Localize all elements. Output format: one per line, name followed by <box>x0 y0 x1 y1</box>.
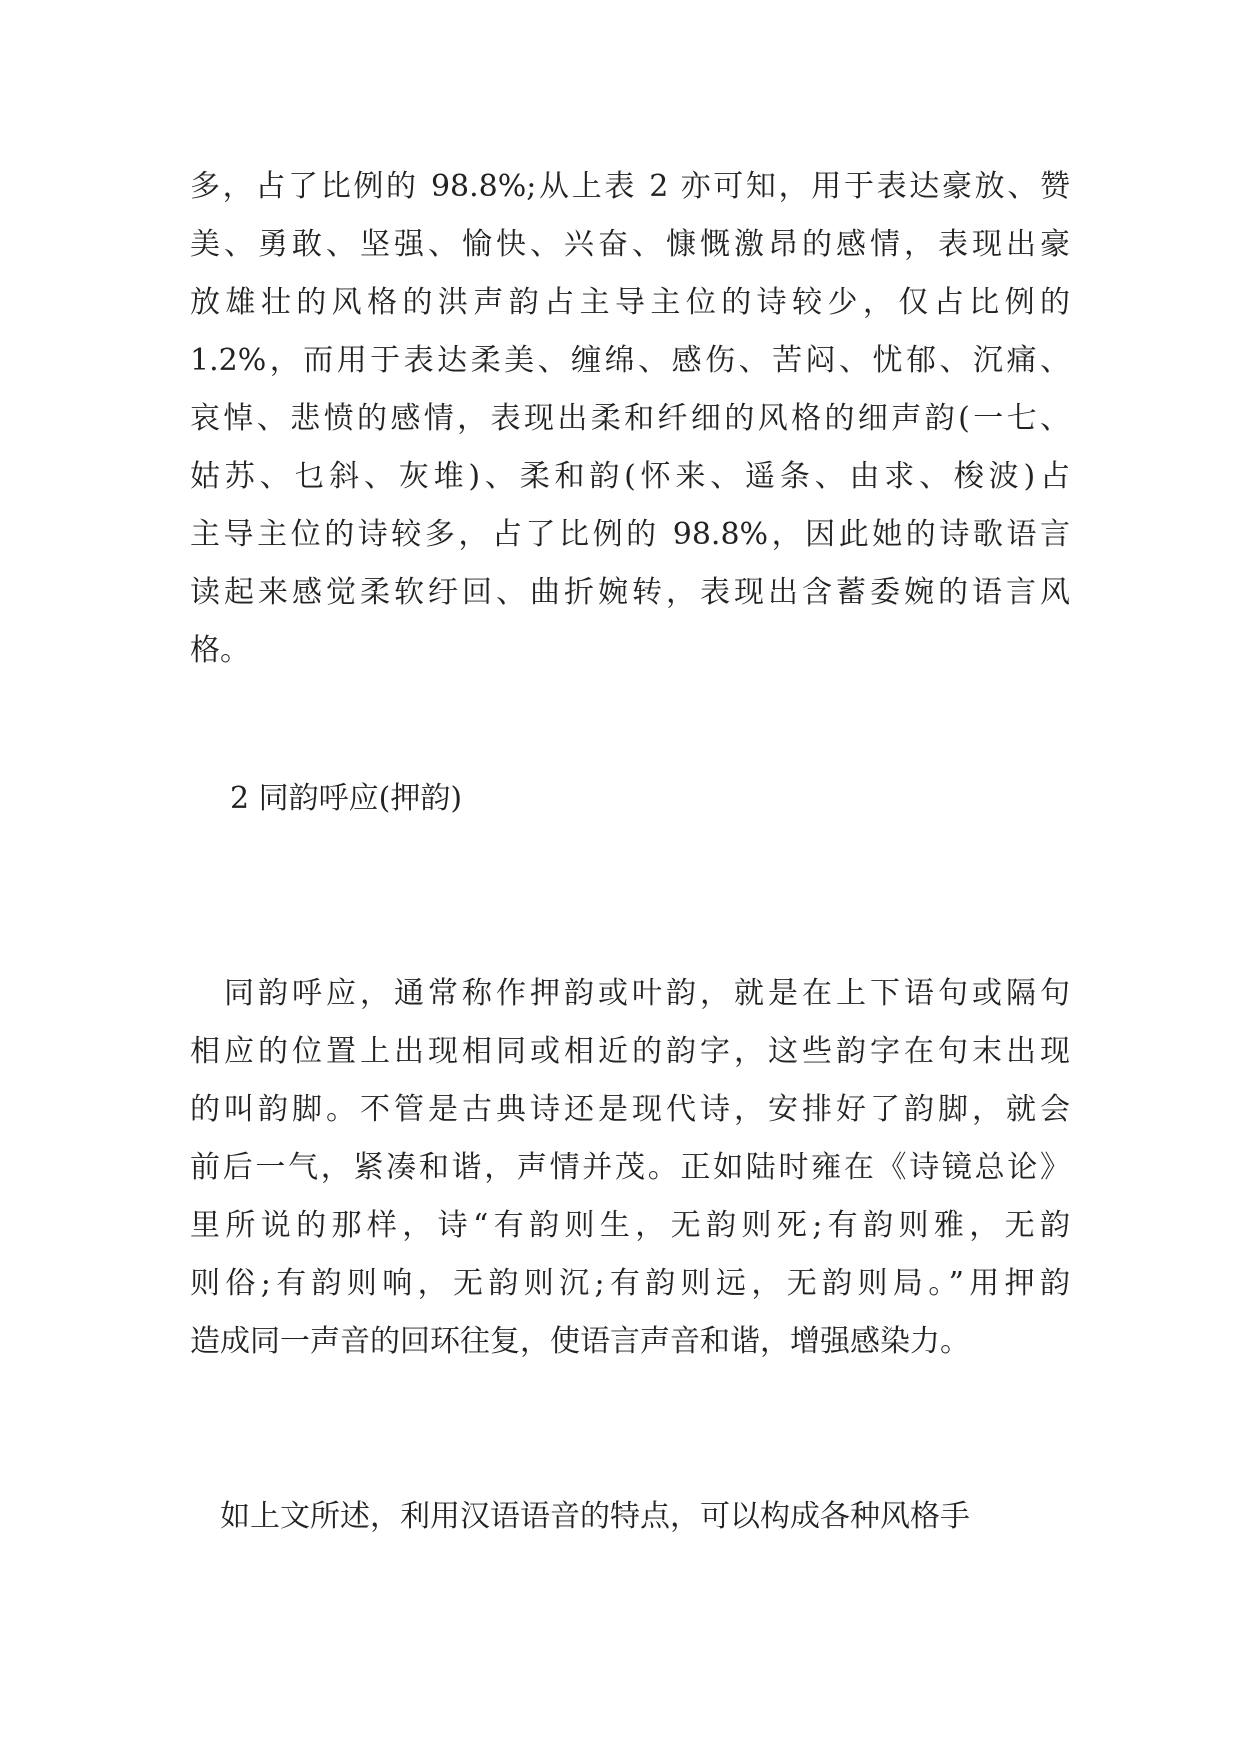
paragraph-rhyme-definition <box>190 965 1070 1371</box>
text-line: 主导主位的诗较多，占了比例的 98.8%，因此她的诗歌语言 <box>190 517 1070 552</box>
text-line: 同韵呼应，通常称作押韵或叶韵，就是在上下语句或隔句 <box>190 976 1070 1011</box>
text-line: 造成同一声音的回环往复，使语言声音和谐，增强感染力。 <box>190 1324 970 1359</box>
section-heading-text: 2 同韵呼应(押韵) <box>230 781 463 816</box>
text-line: 前后一气，紧凑和谐，声情并茂。正如陆时雍在《诗镜总论》 <box>190 1150 1070 1185</box>
text-line: 美、勇敢、坚强、愉快、兴奋、慷慨激昂的感情，表现出豪 <box>190 227 1070 262</box>
text-line: 格。 <box>190 633 250 668</box>
paragraph-summary <box>190 1488 1070 1546</box>
text-line: 里所说的那样，诗“有韵则生，无韵则死;有韵则雅，无韵 <box>190 1208 1070 1243</box>
paragraph-rhyme-statistics <box>190 158 1070 680</box>
text-line: 哀悼、悲愤的感情，表现出柔和纤细的风格的细声韵(一七、 <box>190 401 1070 436</box>
text-line: 姑苏、乜斜、灰堆)、柔和韵(怀来、遥条、由求、梭波)占 <box>190 459 1070 494</box>
text-line: 相应的位置上出现相同或相近的韵字，这些韵字在句末出现 <box>190 1034 1070 1069</box>
text-line: 1.2%，而用于表达柔美、缠绵、感伤、苦闷、忧郁、沉痛、 <box>190 343 1070 378</box>
text-line: 如上文所述，利用汉语语音的特点，可以构成各种风格手 <box>190 1499 970 1534</box>
text-line: 的叫韵脚。不管是古典诗还是现代诗，安排好了韵脚，就会 <box>190 1092 1070 1127</box>
section-heading <box>190 770 1070 828</box>
text-line: 多，占了比例的 98.8%;从上表 2 亦可知，用于表达豪放、赞 <box>190 169 1070 204</box>
text-line: 放雄壮的风格的洪声韵占主导主位的诗较少，仅占比例的 <box>190 285 1070 320</box>
text-line: 读起来感觉柔软纡回、曲折婉转，表现出含蓄委婉的语言风 <box>190 575 1070 610</box>
text-line: 则俗;有韵则响，无韵则沉;有韵则远，无韵则局。”用押韵 <box>190 1266 1070 1301</box>
